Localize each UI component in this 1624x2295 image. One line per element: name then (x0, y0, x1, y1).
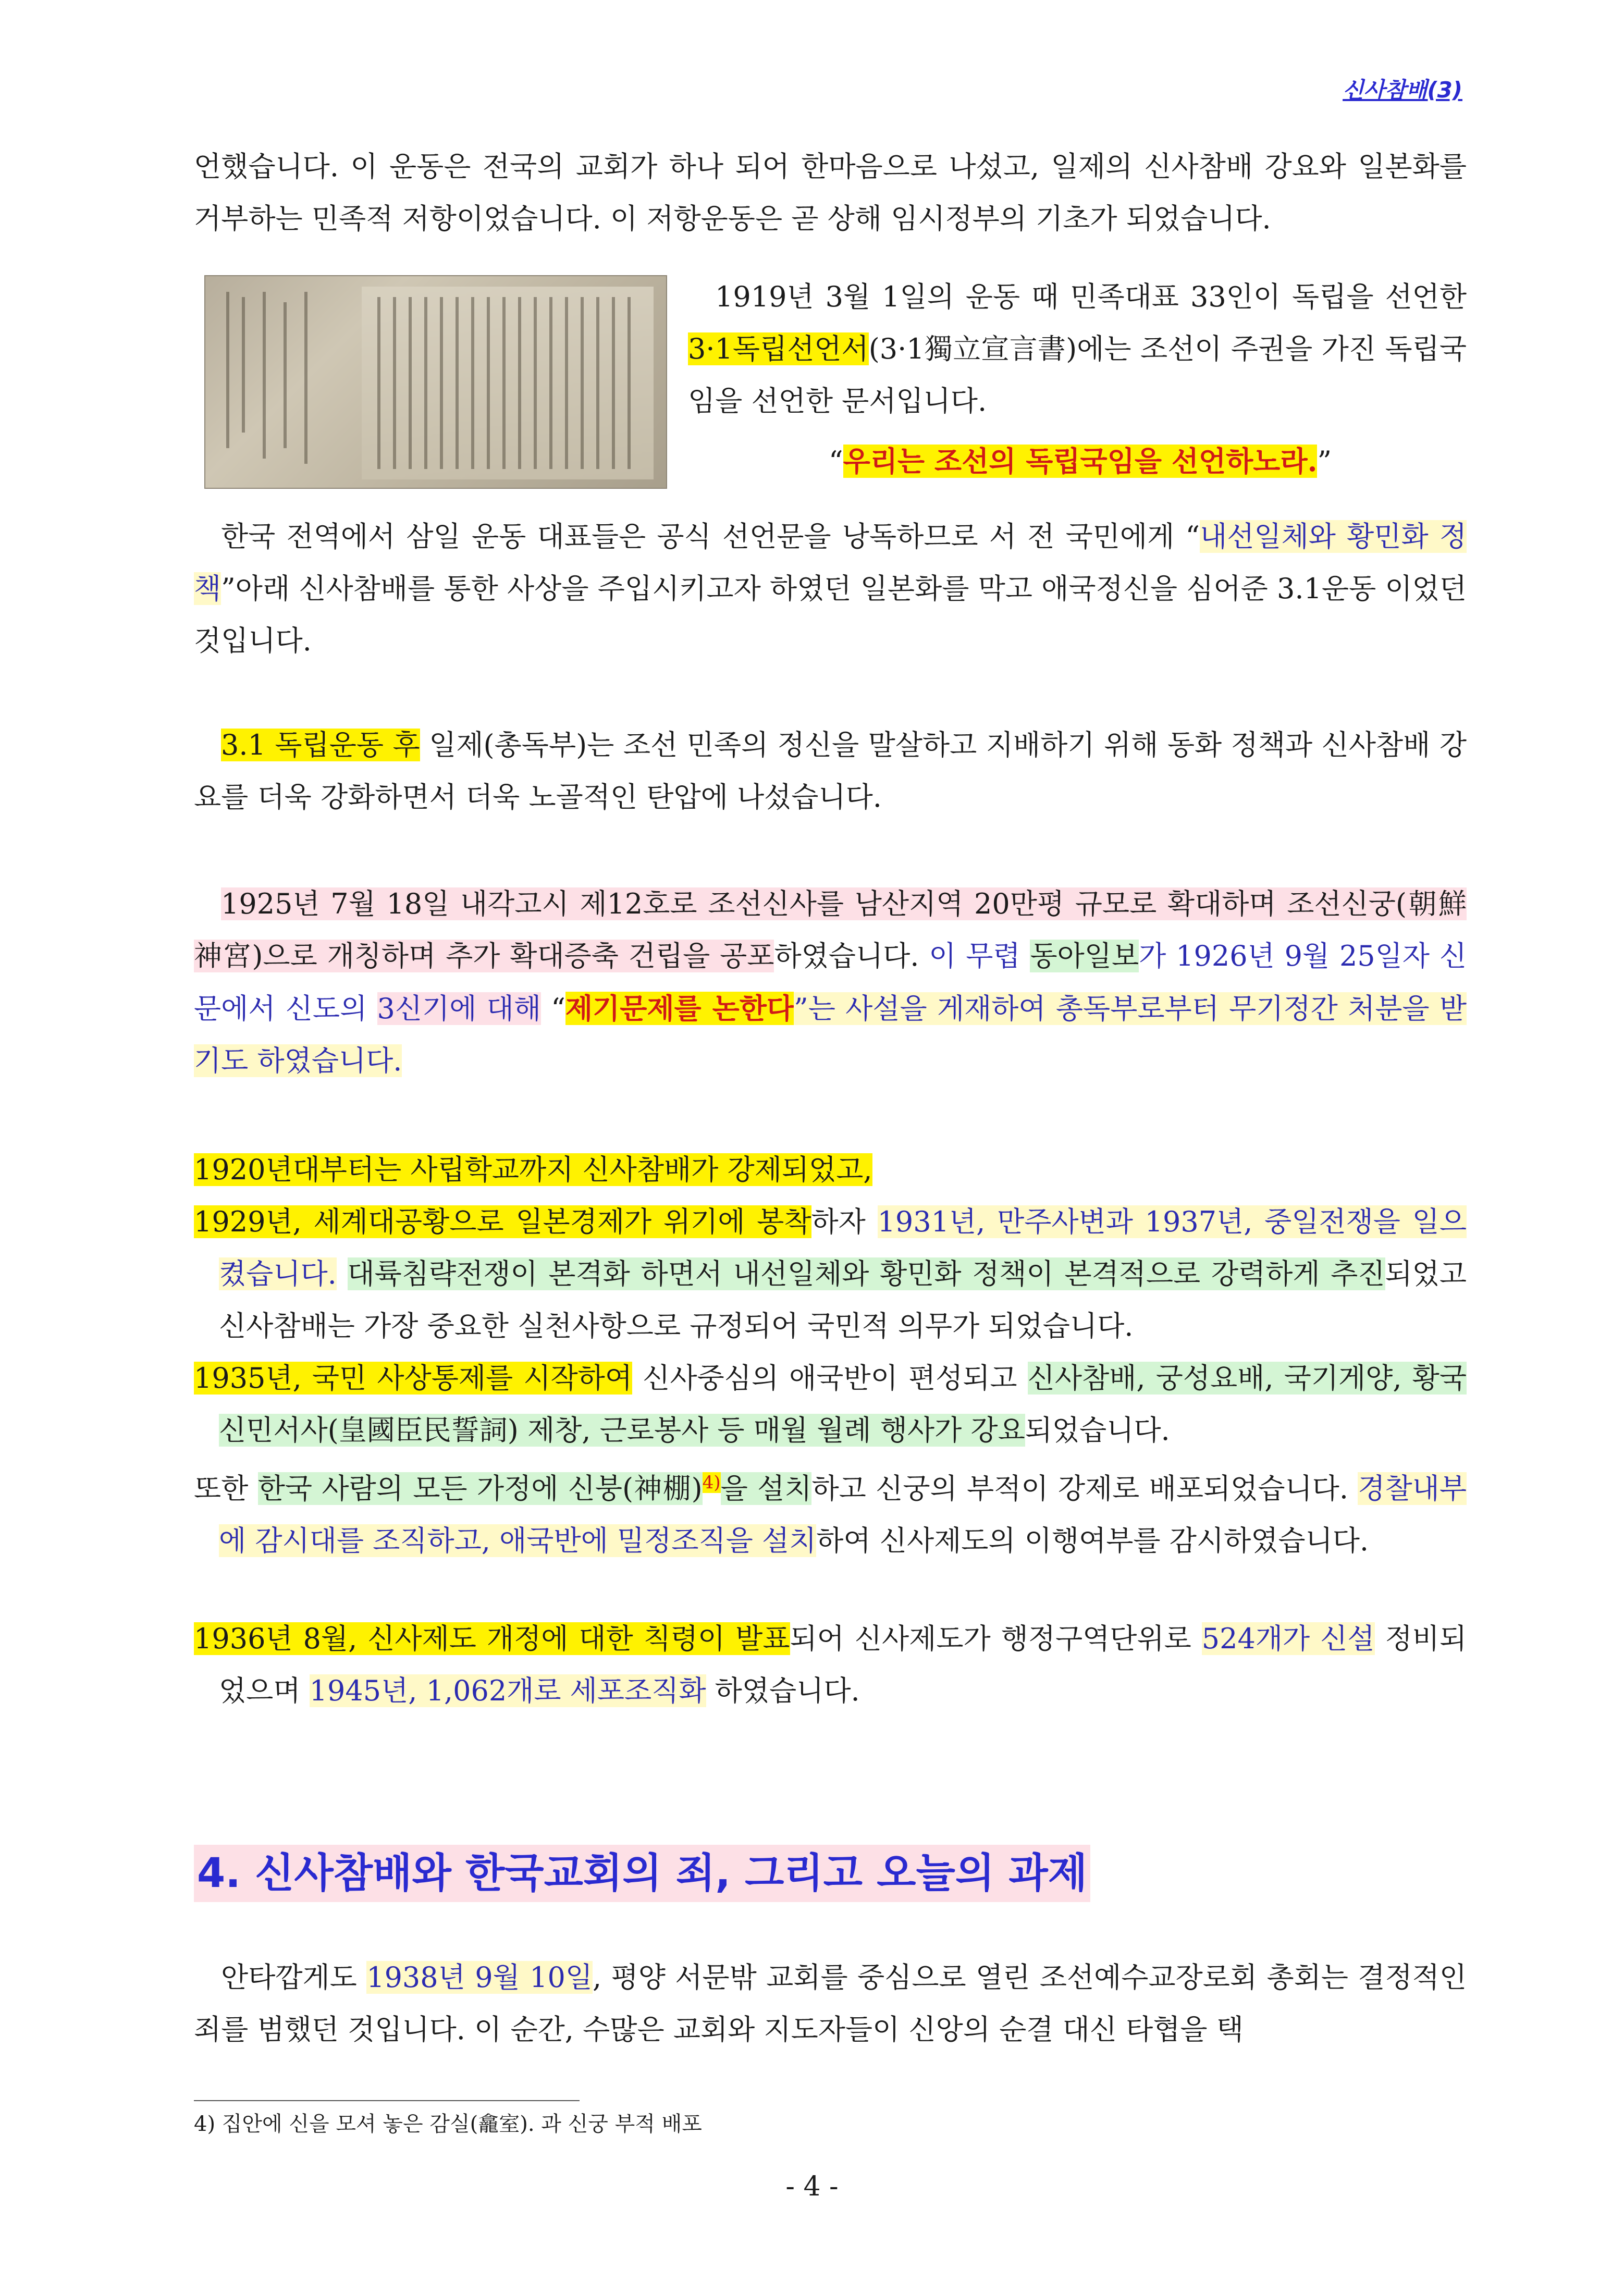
paragraph-3: 3.1 독립운동 후 일제(총독부)는 조선 민족의 정신을 말살하고 지배하기 위해 동화 정책과 신사참배 강요를 더욱 강화하면서 더욱 노골적인 탄압에 나섰습니다. (194, 729, 1467, 813)
footnote-ref: 4) (702, 1472, 721, 1493)
running-header: 신사참배(3) (1343, 77, 1462, 103)
paragraph-4: 1925년 7월 18일 내각고시 제12호로 조선신사를 남산지역 20만평 규모로 확대하며 조선신궁(朝鮮神宮)으로 개칭하며 추가 확대증축 건립을 공포하였습니다. 이 무렵 동아일보가 1926년 9월 25일자 신문에서 신도의 3신기에 대해 “제기문제를 논한다”는 사설을 게재하여 총독부로부터 무기정간 처분을 받기도 하였습니다. (194, 887, 1467, 1077)
list-item: 1936년 8월, 신사제도 개정에 대한 칙령이 발표되어 신사제도가 행정구역단위로 524개가 신설 정비되었으며 1945년, 1,062개로 세포조직화 하였습니다. (194, 1622, 1467, 1707)
list-item: 1920년대부터는 사립학교까지 신사참배가 강제되었고, (194, 1153, 872, 1186)
list-item: 1929년, 세계대공황으로 일본경제가 위기에 봉착하자 1931년, 만주사변과 1937년, 중일전쟁을 일으켰습니다. 대륙침략전쟁이 본격화 하면서 내선일체와 황민화 정책이 본격적으로 강력하게 추진되었고 신사참배는 가장 중요한 실천사항으로 규정되어 국민적 의무가 되었습니다. (194, 1205, 1467, 1342)
list-item: 1935년, 국민 사상통제를 시작하여 신사중심의 애국반이 편성되고 신사참배, 궁성요배, 국기게양, 황국신민서사(皇國臣民誓詞) 제창, 근로봉사 등 매월 월례 행사가 강요되었습니다. (194, 1362, 1467, 1447)
paragraph-2: 한국 전역에서 삼일 운동 대표들은 공식 선언문을 낭독하므로 서 전 국민에게 “내선일체와 황민화 정책”아래 신사참배를 통한 사상을 주입시키고자 하였던 일본화를 막고 애국정신을 심어준 3.1운동 이었던 것입니다. (194, 520, 1467, 657)
page-number: - 4 - (785, 2171, 839, 2202)
highlight-declaration: 3·1독립선언서 (688, 332, 869, 365)
list-item: 또한 한국 사람의 모든 가정에 신붕(神棚)$^{4)}$을 설치하고 신궁의 부적이 강제로 배포되었습니다. 경찰내부에 감시대를 조직하고, 애국반에 밀정조직을 설치하여 신사제도의 이행여부를 감시하였습니다. (194, 1472, 1467, 1557)
footnote: 4) 집안에 신을 모셔 놓은 감실(龕室). 과 신궁 부적 배포 (194, 2112, 702, 2136)
footnote-divider (194, 2100, 580, 2101)
paragraph-5: 안타깝게도 1938년 9월 10일, 평양 서문밖 교회를 중심으로 열린 조선예수교장로회 총회는 결정적인 죄를 범했던 것입니다. 이 순간, 수많은 교회와 지도자들이 신앙의 순결 대신 타협을 택 (194, 1961, 1467, 2046)
declaration-quote: “우리는 조선의 독립국임을 선언하노라.” (829, 445, 1332, 478)
section-heading: 4. 신사참배와 한국교회의 죄, 그리고 오늘의 과제 (194, 1845, 1090, 1902)
declaration-document-image (204, 275, 667, 489)
figure-caption: 1919년 3월 1일의 운동 때 민족대표 33인이 독립을 선언한 3·1독립선언서(3·1獨立宣言書)에는 조선이 주권을 가진 독립국임을 선언한 문서입니다. (688, 280, 1467, 417)
paragraph-1: 언했습니다. 이 운동은 전국의 교회가 하나 되어 한마음으로 나섰고, 일제의 신사참배 강요와 일본화를 거부하는 민족적 저항이었습니다. 이 저항운동은 곧 상해 임시정부의 기초가 되었습니다. (194, 150, 1467, 235)
